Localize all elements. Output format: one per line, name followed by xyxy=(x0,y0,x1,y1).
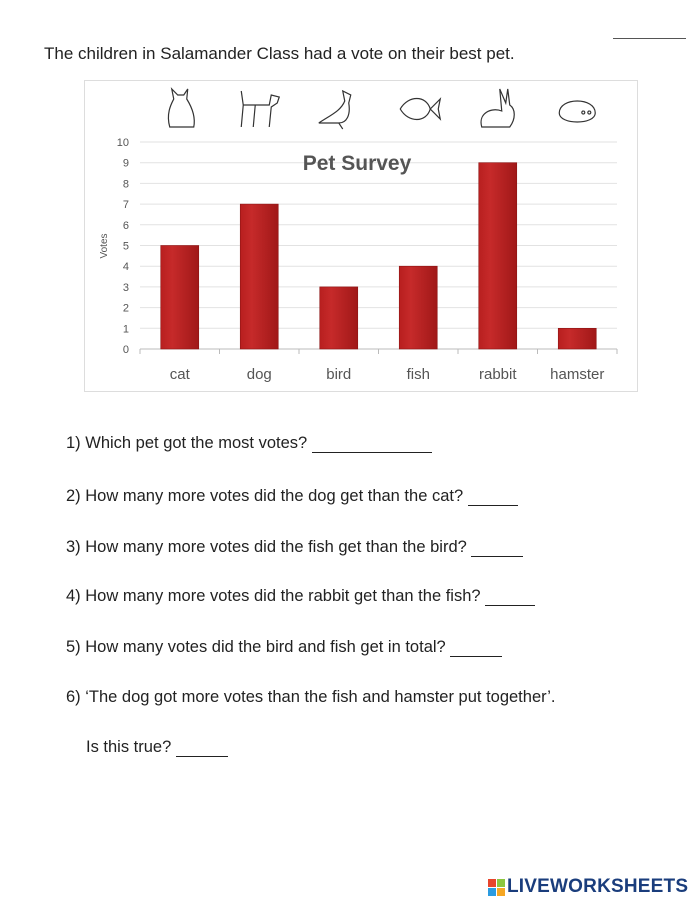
question-text: 3) How many more votes did the fish get than the bird? xyxy=(66,538,467,556)
x-tick-label: hamster xyxy=(550,366,605,383)
liveworksheets-logo xyxy=(488,876,688,898)
answer-blank[interactable] xyxy=(450,640,502,657)
x-tick-label: fish xyxy=(406,366,430,383)
y-tick-label: 6 xyxy=(122,219,129,232)
bar-cat xyxy=(161,246,199,350)
chart-title: Pet Survey xyxy=(302,152,412,175)
y-tick-label: 2 xyxy=(122,302,129,315)
x-tick-label: rabbit xyxy=(478,366,517,383)
fish-icon xyxy=(400,99,440,120)
answer-blank[interactable] xyxy=(176,740,228,757)
question-text: 6) ‘The dog got more votes than the fish and hamster put together’. xyxy=(66,688,556,706)
bar-rabbit xyxy=(479,163,517,349)
y-tick-label: 7 xyxy=(122,199,129,212)
y-axis-label: Votes xyxy=(99,233,110,259)
answer-blank[interactable] xyxy=(485,589,535,606)
y-tick-label: 5 xyxy=(122,240,129,253)
hamster-icon xyxy=(559,101,595,122)
question-3 xyxy=(66,538,523,557)
dog-icon xyxy=(241,91,279,127)
rabbit-icon xyxy=(481,89,514,127)
question-5 xyxy=(66,638,502,657)
bar-dog xyxy=(240,204,278,349)
question-1 xyxy=(66,434,432,453)
logo-text: LIVEWORKSHEETS xyxy=(507,876,689,897)
y-tick-label: 10 xyxy=(116,137,129,149)
answer-blank[interactable] xyxy=(468,489,518,506)
cat-icon xyxy=(168,89,194,127)
question-6 xyxy=(66,688,555,707)
question-text: 1) Which pet got the most votes? xyxy=(66,434,308,452)
y-tick-label: 1 xyxy=(122,323,129,336)
y-tick-label: 4 xyxy=(122,261,129,274)
bar-bird xyxy=(320,287,358,349)
intro-text: The children in Salamander Class had a vote on their best pet. xyxy=(44,44,515,63)
logo-icon xyxy=(488,879,505,896)
x-tick-label: cat xyxy=(169,366,190,383)
question-7 xyxy=(86,738,228,757)
question-4 xyxy=(66,587,535,606)
bar-hamster xyxy=(558,328,596,349)
chart-svg xyxy=(85,81,637,391)
answer-blank[interactable] xyxy=(471,540,523,557)
question-2 xyxy=(66,487,518,506)
question-text: 5) How many votes did the bird and fish get in total? xyxy=(66,638,446,656)
bar-fish xyxy=(399,266,437,349)
bird-icon xyxy=(319,91,351,129)
question-text: 2) How many more votes did the dog get than the cat? xyxy=(66,487,464,505)
question-text: Is this true? xyxy=(86,738,172,756)
x-tick-label: bird xyxy=(326,366,352,383)
name-line xyxy=(613,38,686,39)
y-tick-label: 3 xyxy=(122,281,129,294)
y-tick-label: 0 xyxy=(122,344,129,356)
answer-blank[interactable] xyxy=(312,436,432,453)
question-text: 4) How many more votes did the rabbit get than the fish? xyxy=(66,587,481,605)
y-tick-label: 9 xyxy=(122,157,129,170)
x-tick-label: dog xyxy=(246,366,272,383)
pet-survey-chart xyxy=(84,80,638,392)
y-tick-label: 8 xyxy=(122,178,129,191)
